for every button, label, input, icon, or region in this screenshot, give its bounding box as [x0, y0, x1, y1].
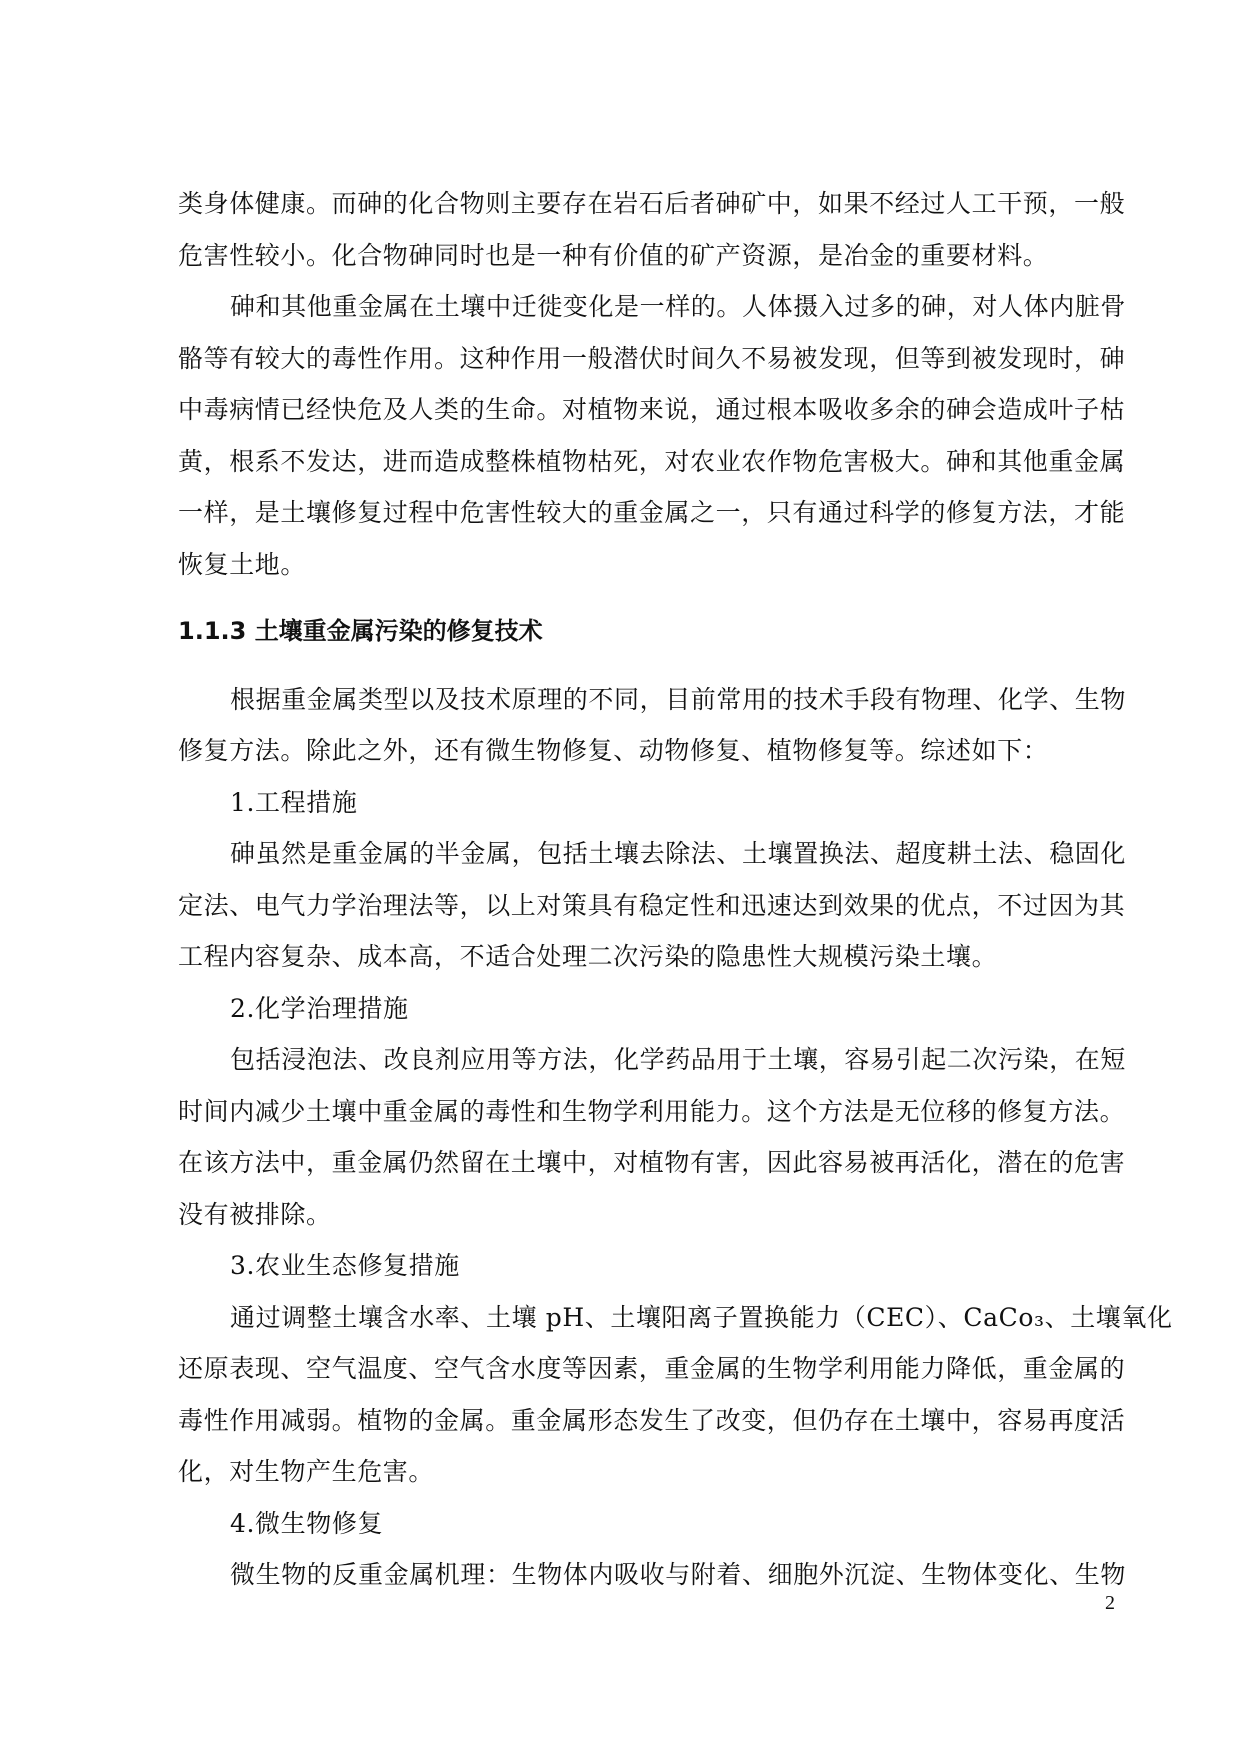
text-line: 工程内容复杂、成本高，不适合处理二次污染的隐患性大规模污染土壤。 — [178, 942, 998, 971]
paragraph-arsenic-toxicity — [178, 281, 1127, 590]
text-line: 恢复土地。 — [178, 549, 307, 579]
section-heading: 1.1.3 土壤重金属污染的修复技术 — [178, 617, 543, 645]
page-body — [178, 178, 1173, 1601]
item-body-agro-ecological — [178, 1292, 1173, 1498]
text-line: 砷和其他重金属在土壤中迁徙变化是一样的。人体摄入过多的砷，对人体内脏骨 — [230, 292, 1127, 321]
text-line: 砷虽然是重金属的半金属，包括土壤去除法、土壤置换法、超度耕土法、稳固化 — [230, 839, 1127, 868]
text-line: 时间内减少土壤中重金属的毒性和生物学利用能力。这个方法是无位移的修复方法。 — [178, 1096, 1126, 1126]
item-title-agro-ecological: 3.农业生态修复措施 — [230, 1251, 460, 1280]
text-line: 还原表现、空气温度、空气含水度等因素，重金属的生物学利用能力降低，重金属的 — [178, 1354, 1126, 1383]
text-line: 骼等有较大的毒性作用。这种作用一般潜伏时间久不易被发现，但等到被发现时，砷 — [178, 343, 1126, 373]
text-line: 黄，根系不发达，进而造成整株植物枯死，对农业农作物危害极大。砷和其他重金属 — [178, 446, 1126, 476]
text-line: 危害性较小。化合物砷同时也是一种有价值的矿产资源，是冶金的重要材料。 — [178, 240, 1049, 270]
text-line: 根据重金属类型以及技术原理的不同，目前常用的技术手段有物理、化学、生物 — [230, 684, 1127, 714]
text-line: 定法、电气力学治理法等，以上对策具有稳定性和迅速达到效果的优点，不过因为其 — [178, 890, 1126, 920]
item-body-engineering — [178, 828, 1127, 983]
item-title-engineering: 1.工程措施 — [230, 787, 358, 817]
paragraph-continued — [178, 178, 1124, 281]
item-title-microbial: 4.微生物修复 — [230, 1508, 384, 1538]
text-line: 微生物的反重金属机理：生物体内吸收与附着、细胞外沉淀、生物体变化、生物 — [230, 1560, 1127, 1589]
text-line: 没有被排除。 — [178, 1199, 332, 1229]
text-line: 通过调整土壤含水率、土壤 pH、土壤阳离子置换能力（CEC）、CaCo₃、土壤氧化 — [230, 1302, 1173, 1332]
paragraph-remediation-overview — [178, 674, 1127, 777]
page-number: 2 — [1105, 1592, 1115, 1614]
text-line: 中毒病情已经快危及人类的生命。对植物来说，通过根本吸收多余的砷会造成叶子枯 — [178, 395, 1126, 424]
text-line: 修复方法。除此之外，还有微生物修复、动物修复、植物修复等。综述如下： — [178, 736, 1049, 765]
item-body-microbial — [178, 1549, 1127, 1601]
item-body-chemical — [178, 1034, 1127, 1240]
text-line: 在该方法中，重金属仍然留在土壤中，对植物有害，因此容易被再活化，潜在的危害 — [178, 1148, 1126, 1177]
text-line: 毒性作用减弱。植物的金属。重金属形态发生了改变，但仍存在土壤中，容易再度活 — [178, 1405, 1126, 1435]
item-title-chemical: 2.化学治理措施 — [230, 993, 409, 1023]
text-line: 包括浸泡法、改良剂应用等方法，化学药品用于土壤，容易引起二次污染，在短 — [230, 1045, 1127, 1074]
text-line: 一样，是土壤修复过程中危害性较大的重金属之一，只有通过科学的修复方法，才能 — [178, 498, 1126, 527]
text-line: 类身体健康。而砷的化合物则主要存在岩石后者砷矿中，如果不经过人工干预，一般 — [178, 189, 1126, 218]
text-line: 化，对生物产生危害。 — [178, 1457, 435, 1486]
